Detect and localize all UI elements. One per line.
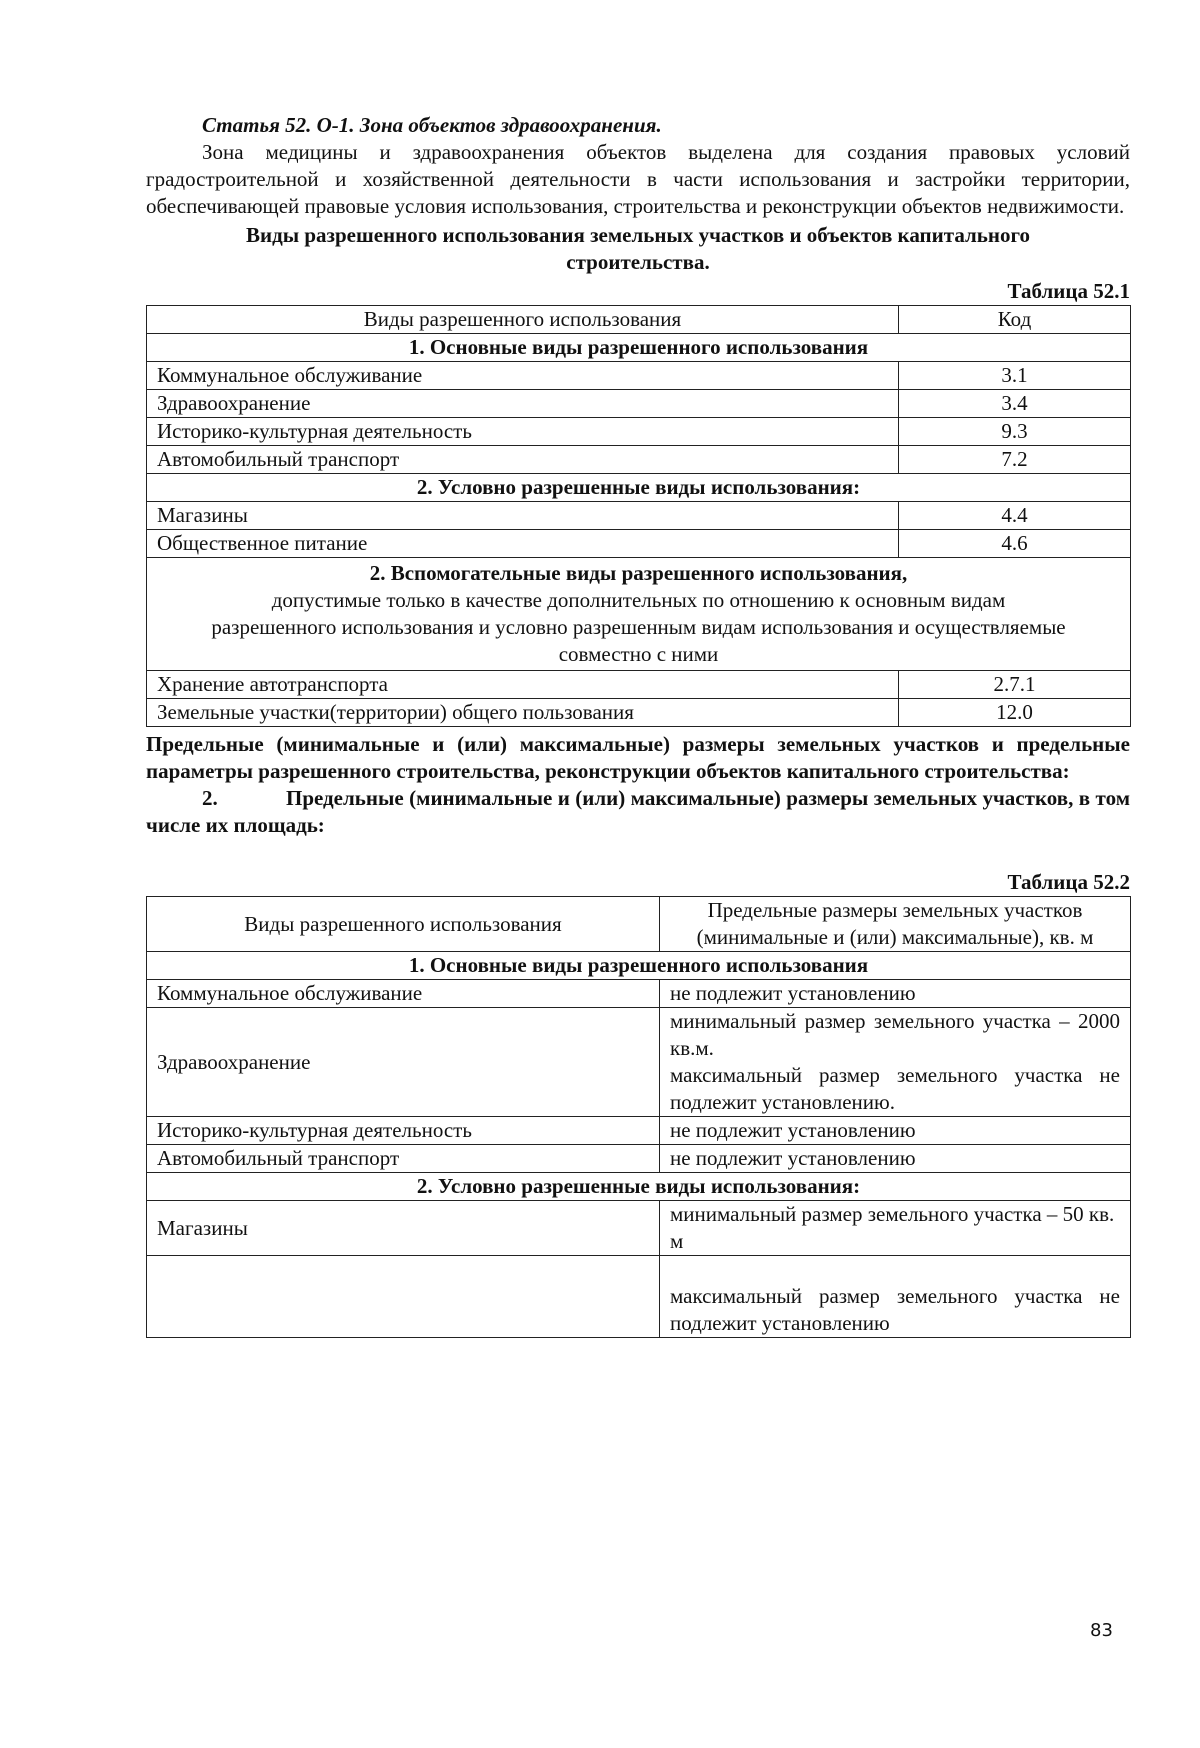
table-row <box>147 699 1131 727</box>
table-row <box>147 390 1131 418</box>
table-row <box>147 1008 1131 1117</box>
table-row <box>147 362 1131 390</box>
use-name: Здравоохранение <box>147 390 899 418</box>
table-row <box>147 1256 1131 1338</box>
table-row <box>147 446 1131 474</box>
table-row <box>147 1117 1131 1145</box>
table1-caption: Таблица 52.1 <box>1007 279 1130 303</box>
table-row <box>147 1145 1131 1173</box>
use-code: 4.4 <box>899 502 1131 530</box>
table-header-row <box>147 897 1131 952</box>
document-page <box>146 112 1130 1338</box>
use-code: 3.1 <box>899 362 1131 390</box>
column-header: Код <box>899 306 1131 334</box>
section-row <box>147 1173 1131 1201</box>
section-title: 2. Условно разрешенные виды использования: <box>147 474 1131 502</box>
article-title: Статья 52. О-1. Зона объектов здравоохранения. <box>202 113 662 137</box>
table-row <box>147 1201 1131 1256</box>
item-text: Предельные (минимальные и (или) максимальные) размеры земельных участков, в том числе их площадь: <box>146 786 1130 837</box>
limits-heading: Предельные (минимальные и (или) максимальные) размеры земельных участков и предельные параметры разрешенного строительства, реконструкции объектов капитального строительства: <box>146 732 1130 783</box>
size-limit: не подлежит установлению <box>660 1117 1131 1145</box>
size-limit <box>660 1008 1131 1117</box>
use-name: Хранение автотранспорта <box>147 671 899 699</box>
use-code: 9.3 <box>899 418 1131 446</box>
limits-item <box>146 785 1130 839</box>
section-title: 2. Вспомогательные виды разрешенного использования, <box>369 561 908 585</box>
table-row <box>147 980 1131 1008</box>
table-header-row <box>147 306 1131 334</box>
item-number: 2. <box>202 786 218 810</box>
size-limit-max: максимальный размер земельного участка не подлежит установлению <box>670 1284 1120 1335</box>
size-limit: минимальный размер земельного участка – 50 кв. м <box>660 1201 1131 1256</box>
section-row <box>147 334 1131 362</box>
use-name: Магазины <box>147 1201 660 1256</box>
size-limit: не подлежит установлению <box>660 980 1131 1008</box>
use-name: Здравоохранение <box>147 1008 660 1117</box>
use-name: Земельные участки(территории) общего пользования <box>147 699 899 727</box>
table1-heading: Виды разрешенного использования земельных участков и объектов капитального строительства. <box>245 223 1031 274</box>
table-row <box>147 530 1131 558</box>
use-name: Общественное питание <box>147 530 899 558</box>
table-52-2 <box>146 896 1131 1338</box>
section-title: 1. Основные виды разрешенного использования <box>147 334 1131 362</box>
use-name: Магазины <box>147 502 899 530</box>
use-name <box>147 1256 660 1338</box>
use-name: Коммунальное обслуживание <box>147 980 660 1008</box>
column-header: Предельные размеры земельных участков (минимальные и (или) максимальные), кв. м <box>660 897 1131 952</box>
table-row <box>147 502 1131 530</box>
use-code: 7.2 <box>899 446 1131 474</box>
page-number: 83 <box>1090 1620 1113 1641</box>
size-limit <box>660 1256 1131 1338</box>
section-note: допустимые только в качестве дополнительных по отношению к основным видам разрешенного использования и условно разрешенным видам использования и осуществляемые совместно с ними <box>211 588 1066 666</box>
use-name: Автомобильный транспорт <box>147 446 899 474</box>
use-code: 4.6 <box>899 530 1131 558</box>
section-row <box>147 474 1131 502</box>
table-row <box>147 418 1131 446</box>
use-code: 12.0 <box>899 699 1131 727</box>
size-limit: не подлежит установлению <box>660 1145 1131 1173</box>
table-row <box>147 671 1131 699</box>
use-code: 2.7.1 <box>899 671 1131 699</box>
size-limit-min: минимальный размер земельного участка – 2000 кв.м. <box>670 1009 1120 1060</box>
use-name: Коммунальное обслуживание <box>147 362 899 390</box>
table2-caption: Таблица 52.2 <box>1007 870 1130 894</box>
use-name: Историко-культурная деятельность <box>147 1117 660 1145</box>
section-title: 2. Условно разрешенные виды использования: <box>147 1173 1131 1201</box>
section-row <box>147 952 1131 980</box>
use-code: 3.4 <box>899 390 1131 418</box>
section-title: 1. Основные виды разрешенного использования <box>147 952 1131 980</box>
section-row <box>147 558 1131 671</box>
table-52-1 <box>146 305 1131 727</box>
column-header: Виды разрешенного использования <box>147 306 899 334</box>
section-cell <box>147 558 1131 671</box>
use-name: Автомобильный транспорт <box>147 1145 660 1173</box>
column-header: Виды разрешенного использования <box>147 897 660 952</box>
article-intro: Зона медицины и здравоохранения объектов выделена для создания правовых условий градостроительной и хозяйственной деятельности в части использования и застройки территории, обеспечивающей правовые условия использования, строительства и реконструкции объектов недвижимости. <box>146 140 1130 218</box>
use-name: Историко-культурная деятельность <box>147 418 899 446</box>
size-limit-max: максимальный размер земельного участка не подлежит установлению. <box>670 1063 1120 1114</box>
